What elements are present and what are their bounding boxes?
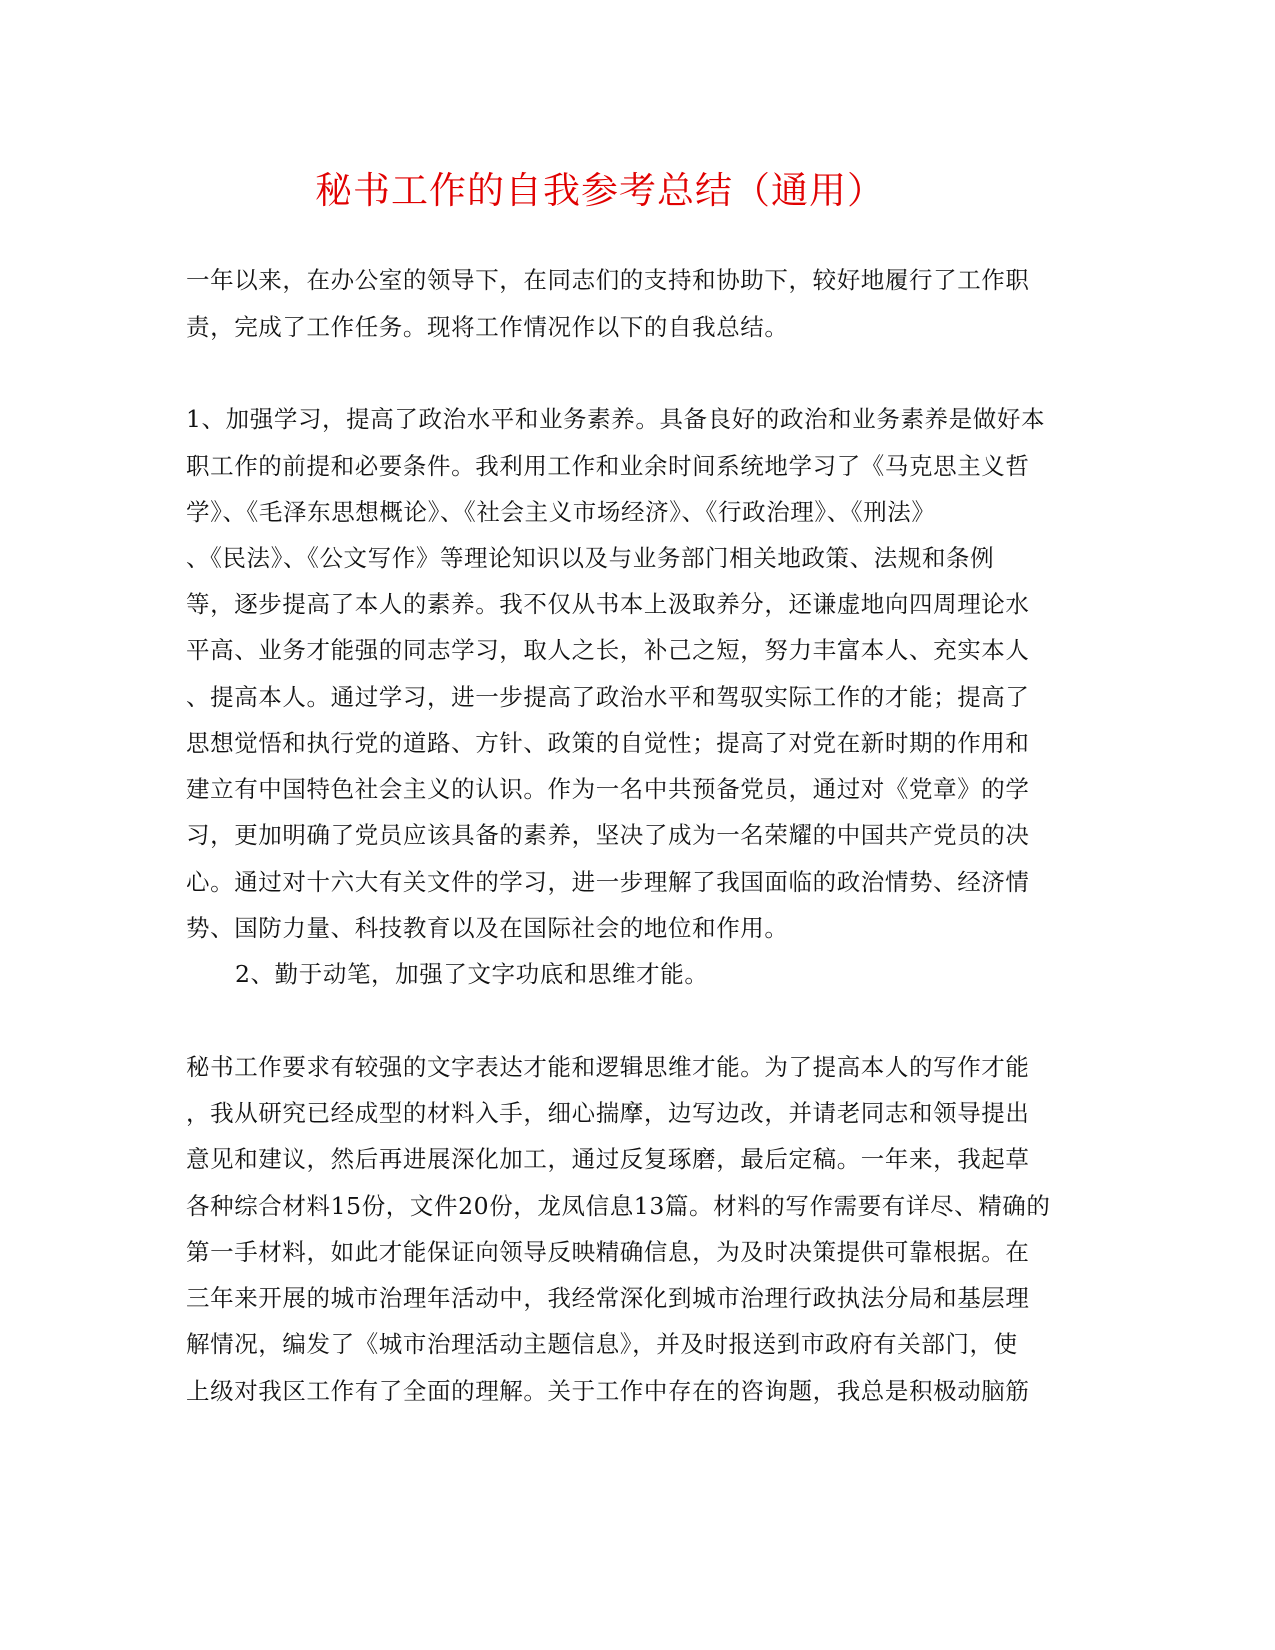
text-line: 1、加强学习，提高了政治水平和业务素养。具备良好的政治和业务素养是做好本 <box>186 405 1046 433</box>
text-line: 学》、《毛泽东思想概论》、《社会主义市场经济》、《行政治理》、《刑法》 <box>186 498 936 526</box>
section-heading: 2、勤于动笔，加强了文字功底和思维才能。 <box>235 960 709 988</box>
text-line: ，我从研究已经成型的材料入手，细心揣摩，边写边改，并请老同志和领导提出 <box>186 1099 1030 1127</box>
text-line: 思想觉悟和执行党的道路、方针、政策的自觉性；提高了对党在新时期的作用和 <box>186 729 1030 757</box>
text-line: 习，更加明确了党员应该具备的素养，坚决了成为一名荣耀的中国共产党员的决 <box>186 821 1030 849</box>
text-line: 、提高本人。通过学习，进一步提高了政治水平和驾驭实际工作的才能；提高了 <box>186 683 1030 711</box>
text-line: 上级对我区工作有了全面的理解。关于工作中存在的咨询题，我总是积极动脑筋 <box>186 1377 1030 1405</box>
text-line: 责，完成了工作任务。现将工作情况作以下的自我总结。 <box>186 313 789 341</box>
text-line: 三年来开展的城市治理年活动中，我经常深化到城市治理行政执法分局和基层理 <box>186 1284 1030 1312</box>
text-line: 势、国防力量、科技教育以及在国际社会的地位和作用。 <box>186 914 789 942</box>
text-line: 心。通过对十六大有关文件的学习，进一步理解了我国面临的政治情势、经济情 <box>186 868 1030 896</box>
text-line: 各种综合材料15份，文件20份，龙凤信息13篇。材料的写作需要有详尽、精确的 <box>186 1192 1051 1220</box>
document-title: 秘书工作的自我参考总结（通用） <box>315 169 885 212</box>
text-line: 意见和建议，然后再进展深化加工，通过反复琢磨，最后定稿。一年来，我起草 <box>186 1145 1030 1173</box>
text-line: 、《民法》、《公文写作》等理论知识以及与业务部门相关地政策、法规和条例 <box>186 544 995 572</box>
text-line: 等，逐步提高了本人的素养。我不仅从书本上汲取养分，还谦虚地向四周理论水 <box>186 590 1030 618</box>
text-line: 第一手材料，如此才能保证向领导反映精确信息，为及时决策提供可靠根据。在 <box>186 1238 1030 1266</box>
text-line: 职工作的前提和必要条件。我利用工作和业余时间系统地学习了《马克思主义哲 <box>186 452 1030 480</box>
text-line: 解情况，编发了《城市治理活动主题信息》，并及时报送到市政府有关部门，使 <box>186 1330 1018 1358</box>
text-line: 一年以来，在办公室的领导下，在同志们的支持和协助下，较好地履行了工作职 <box>186 266 1030 294</box>
text-line: 秘书工作要求有较强的文字表达才能和逻辑思维才能。为了提高本人的写作才能 <box>186 1053 1030 1081</box>
text-line: 平高、业务才能强的同志学习，取人之长，补己之短，努力丰富本人、充实本人 <box>186 636 1030 664</box>
text-line: 建立有中国特色社会主义的认识。作为一名中共预备党员，通过对《党章》的学 <box>186 775 1030 803</box>
